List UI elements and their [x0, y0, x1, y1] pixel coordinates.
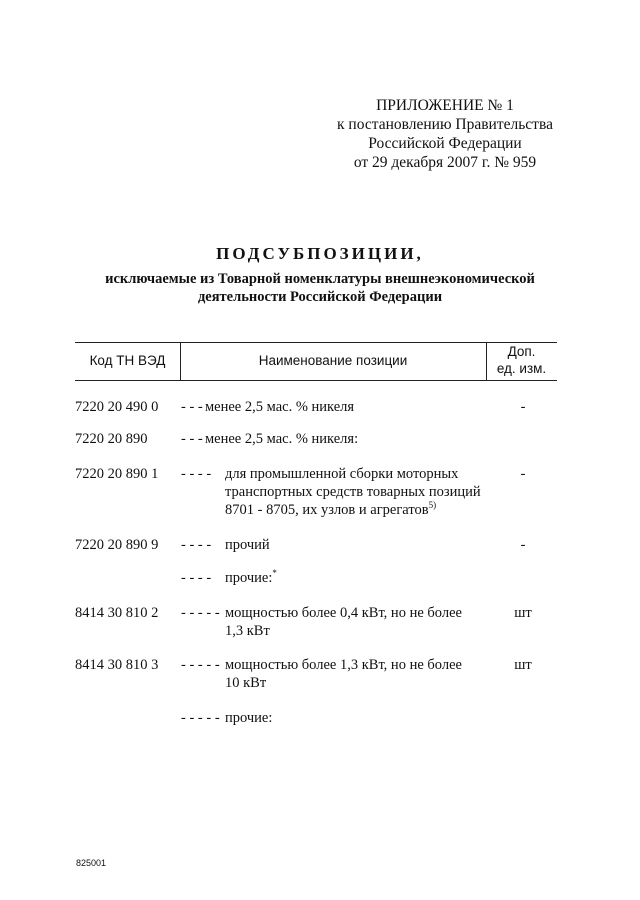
- column-header-unit-line-2: ед. изм.: [496, 361, 547, 376]
- row-code: 7220 20 890 9: [75, 537, 159, 553]
- row-description: [181, 398, 354, 416]
- column-header-unit-line-1: Доп.: [507, 344, 536, 359]
- appendix-resolution: к постановлению Правительства: [337, 116, 553, 133]
- column-header-code: Код ТН ВЭД: [89, 353, 166, 368]
- row-description: [181, 536, 270, 554]
- row-description-line-2: транспортных средств товарных позиций: [225, 484, 481, 500]
- row-description: [181, 604, 462, 640]
- row-description-line-1: мощностью более 1,3 кВт, но не более: [225, 657, 462, 673]
- row-description-line-1: для промышленной сборки моторных: [225, 466, 459, 482]
- row-description: [181, 656, 462, 692]
- row-description-line-3: 8701 - 8705, их узлов и агрегатов: [225, 502, 429, 518]
- column-header-unit: [486, 343, 557, 377]
- row-dashes: - - - - -: [181, 657, 220, 673]
- row-description-line-2: 1,3 кВт: [225, 623, 270, 639]
- row-description-line-1: менее 2,5 мас. % никеля:: [205, 431, 359, 447]
- page-subtitle: [0, 270, 640, 306]
- page-title: ПОДСУБПОЗИЦИИ,: [216, 244, 424, 263]
- appendix-label: ПРИЛОЖЕНИЕ № 1: [376, 97, 514, 114]
- row-description-line-1: прочие:: [225, 710, 273, 726]
- row-description-line-1: менее 2,5 мас. % никеля: [205, 399, 355, 415]
- row-unit: -: [520, 537, 526, 553]
- row-code: 7220 20 490 0: [75, 399, 159, 415]
- row-description-line-1: мощностью более 0,4 кВт, но не более: [225, 605, 462, 621]
- row-dashes: - - - -: [181, 537, 212, 553]
- row-description: [181, 709, 272, 727]
- footnote-marker: *: [272, 568, 277, 578]
- row-dashes: - - - -: [181, 570, 212, 586]
- table-header-bottom-rule: [75, 380, 557, 381]
- appendix-block: [300, 96, 590, 172]
- row-code: 7220 20 890 1: [75, 466, 159, 482]
- row-dashes: - - - - -: [181, 710, 220, 726]
- footnote-marker: 5): [428, 500, 437, 510]
- row-description: [181, 465, 481, 519]
- row-dashes: - - -: [181, 431, 203, 447]
- row-dashes: - - - -: [181, 466, 212, 482]
- row-description-line-2: 10 кВт: [225, 675, 267, 691]
- row-unit: шт: [514, 657, 532, 673]
- appendix-government: Российской Федерации: [368, 135, 522, 152]
- row-description: [181, 430, 358, 448]
- row-dashes: - - -: [181, 399, 203, 415]
- row-unit: -: [520, 399, 526, 415]
- page-subtitle-line-1: исключаемые из Товарной номенклатуры внешнеэкономической: [105, 271, 535, 287]
- row-code: 8414 30 810 2: [75, 605, 159, 621]
- table-top-rule: [75, 342, 557, 343]
- row-unit: -: [520, 466, 526, 482]
- column-header-name: Наименование позиции: [258, 353, 408, 368]
- row-dashes: - - - - -: [181, 605, 220, 621]
- row-code: 8414 30 810 3: [75, 657, 159, 673]
- page-subtitle-line-2: деятельности Российской Федерации: [197, 289, 443, 305]
- appendix-date: от 29 декабря 2007 г. № 959: [353, 154, 537, 171]
- row-unit: шт: [514, 605, 532, 621]
- document-code: 825001: [76, 858, 107, 868]
- row-description-line-1: прочий: [225, 537, 270, 553]
- row-description: [181, 569, 277, 587]
- row-description-line-1: прочие:: [225, 570, 273, 586]
- row-code: 7220 20 890: [75, 431, 148, 447]
